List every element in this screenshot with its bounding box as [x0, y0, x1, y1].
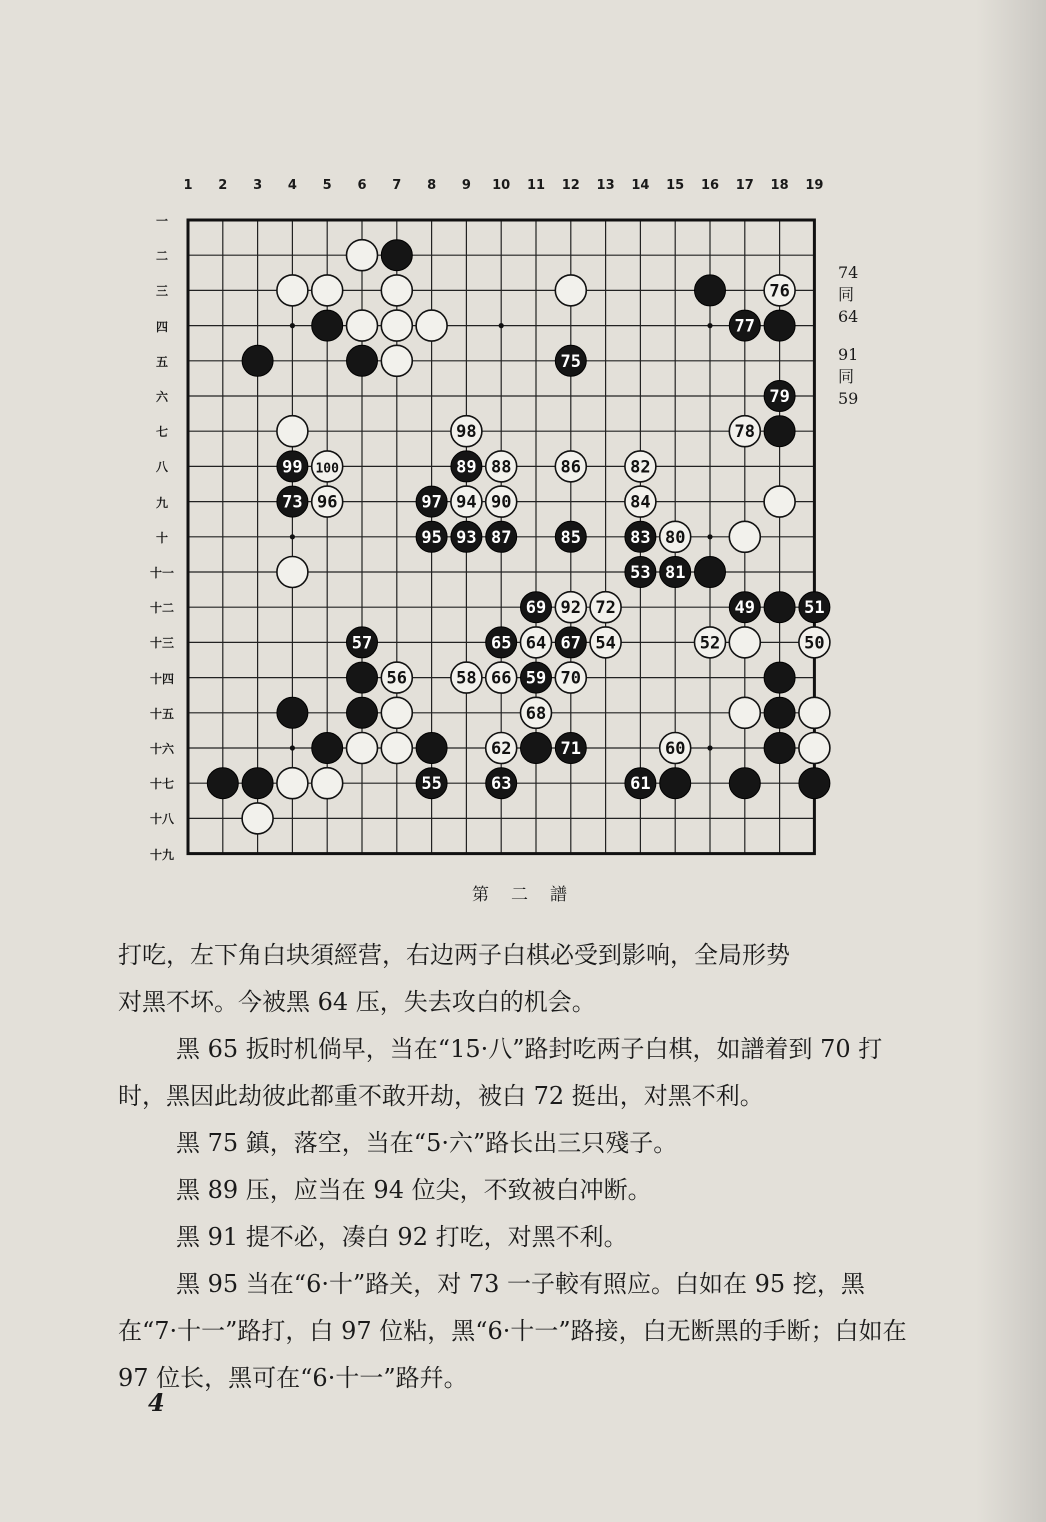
star-point: [707, 745, 712, 750]
side-notes: [838, 262, 878, 410]
diagram-caption: 第二譜: [472, 885, 589, 905]
move-number-label: 92: [560, 598, 582, 619]
row-label: 十七: [150, 777, 175, 792]
black-stone: [764, 733, 795, 764]
commentary-text: [118, 932, 908, 1402]
side-note-line: 59: [838, 389, 859, 408]
column-label: 16: [700, 178, 720, 193]
row-label: 十八: [150, 812, 175, 827]
white-stone: [277, 768, 308, 799]
star-point: [290, 534, 295, 539]
row-label: 十二: [150, 601, 175, 616]
move-number-label: 80: [664, 527, 686, 548]
white-stone: [555, 275, 586, 306]
star-point: [499, 323, 504, 328]
move-number-label: 51: [804, 598, 825, 619]
white-stone: [729, 521, 760, 552]
black-stone: [695, 557, 726, 588]
black-stone: [347, 697, 378, 728]
column-label: 2: [218, 178, 228, 193]
row-label: 二: [155, 249, 168, 264]
row-label: 六: [155, 390, 168, 404]
move-number-label: 84: [630, 492, 651, 513]
white-stone: [277, 416, 308, 447]
column-label: 5: [322, 178, 332, 193]
column-label: 11: [526, 178, 546, 193]
move-number-label: 94: [456, 492, 477, 513]
column-label: 4: [287, 178, 297, 193]
column-label: 12: [561, 178, 580, 193]
black-stone: [764, 310, 795, 341]
move-number-label: 72: [595, 598, 616, 619]
move-number-label: 87: [490, 527, 512, 548]
row-label: 九: [155, 495, 168, 510]
move-number-label: 69: [525, 598, 547, 619]
black-stone: [764, 697, 795, 728]
move-number-label: 86: [560, 457, 582, 478]
row-label: 一: [155, 214, 168, 228]
column-label: 9: [461, 178, 471, 193]
move-number-label: 49: [734, 598, 756, 619]
side-note-line: 91: [838, 345, 859, 364]
black-stone: [207, 768, 238, 799]
move-number-label: 60: [664, 739, 686, 759]
page-number: 4: [148, 1388, 165, 1417]
move-number-label: 63: [490, 774, 512, 795]
white-stone: [416, 310, 447, 341]
column-label: 18: [770, 178, 789, 193]
paragraph: 黑 95 当在“6·十”路关，对 73 一子較有照应。白如在 95 挖，黑在“7·十一”路打，白 97 位粘，黑“6·十一”路接，白无断黑的手断；白如在 97 位长，黑可在“6·十一”路幷。: [118, 1270, 907, 1392]
black-stone: [521, 733, 552, 764]
move-number-label: 90: [490, 492, 512, 513]
move-number-label: 66: [490, 668, 512, 689]
black-stone: [764, 592, 795, 623]
move-number-label: 79: [769, 387, 790, 407]
side-note-line: 64: [838, 307, 859, 326]
side-note-line: 同: [838, 285, 855, 304]
move-number-label: 73: [282, 492, 303, 513]
white-stone: [277, 557, 308, 588]
row-label: 四: [155, 319, 168, 334]
move-number-label: 100: [315, 461, 339, 477]
black-stone: [381, 240, 412, 271]
black-stone: [764, 662, 795, 693]
column-label: 6: [357, 178, 367, 193]
move-number-label: 54: [595, 633, 616, 654]
white-stone: [764, 486, 795, 517]
star-point: [290, 323, 295, 328]
paragraph: 黑 91 提不必，凑白 92 打吃，对黑不利。: [176, 1223, 628, 1251]
column-label: 19: [805, 178, 824, 193]
column-label: 14: [631, 178, 650, 193]
move-number-label: 58: [456, 668, 477, 689]
column-label: 7: [392, 178, 402, 193]
move-number-label: 78: [734, 422, 756, 443]
move-number-label: 68: [525, 703, 547, 724]
black-stone: [347, 662, 378, 693]
row-label: 十: [155, 530, 168, 545]
column-label: 17: [735, 178, 754, 193]
white-stone: [381, 697, 412, 728]
white-stone: [347, 733, 378, 764]
white-stone: [312, 768, 343, 799]
row-label: 十一: [150, 566, 175, 580]
move-number-label: 53: [630, 563, 651, 583]
column-label: 3: [253, 178, 263, 193]
paragraph: 黑 75 鎮，落空，当在“5·六”路长出三只殘子。: [176, 1129, 678, 1157]
row-label: 八: [155, 460, 168, 475]
paragraph: 黑 89 压，应当在 94 位尖，不致被白冲断。: [176, 1176, 652, 1204]
move-number-label: 99: [282, 457, 303, 478]
row-label: 五: [155, 354, 168, 369]
white-stone: [242, 803, 273, 834]
move-number-label: 85: [560, 527, 582, 548]
black-stone: [242, 768, 273, 799]
row-label: 七: [155, 425, 168, 440]
move-number-label: 64: [525, 633, 547, 654]
side-note-line: 同: [838, 367, 855, 386]
row-label: 十九: [150, 847, 175, 862]
white-stone: [381, 733, 412, 764]
black-stone: [799, 768, 830, 799]
column-label: 15: [666, 178, 685, 193]
row-label: 十六: [150, 742, 175, 756]
move-number-label: 93: [456, 527, 477, 548]
row-label: 三: [155, 284, 168, 299]
black-stone: [347, 345, 378, 376]
white-stone: [799, 733, 830, 764]
black-stone: [277, 697, 308, 728]
column-label: 10: [492, 178, 511, 193]
side-note-line: 74: [838, 263, 859, 282]
black-stone: [416, 733, 447, 764]
white-stone: [381, 310, 412, 341]
black-stone: [312, 310, 343, 341]
move-number-label: 62: [490, 739, 512, 759]
white-stone: [347, 240, 378, 271]
white-stone: [729, 627, 760, 658]
paragraph: 打吃，左下角白块須經营，右边两子白棋必受到影响，全局形势: [118, 941, 790, 969]
star-point: [290, 745, 295, 750]
white-stone: [381, 275, 412, 306]
row-label: 十三: [150, 636, 175, 651]
white-stone: [729, 697, 760, 728]
move-number-label: 52: [699, 633, 721, 654]
white-stone: [799, 697, 830, 728]
white-stone: [312, 275, 343, 306]
move-number-label: 83: [630, 527, 651, 548]
move-number-label: 55: [421, 774, 442, 795]
move-number-label: 50: [804, 633, 825, 654]
move-number-label: 95: [421, 527, 442, 548]
column-label: 8: [427, 178, 437, 193]
column-label: 13: [596, 178, 615, 193]
paragraph: 对黑不坏。今被黑 64 压，失去攻白的机会。: [118, 988, 596, 1016]
move-number-label: 75: [560, 351, 582, 372]
white-stone: [347, 310, 378, 341]
move-number-label: 96: [316, 492, 338, 513]
move-number-label: 77: [734, 316, 756, 337]
move-number-label: 59: [525, 668, 547, 689]
white-stone: [381, 345, 412, 376]
black-stone: [729, 768, 760, 799]
black-stone: [242, 345, 273, 376]
move-number-label: 89: [456, 457, 477, 478]
move-number-label: 88: [490, 457, 512, 478]
black-stone: [764, 416, 795, 447]
move-number-label: 61: [630, 774, 651, 795]
move-number-label: 71: [560, 739, 582, 759]
move-number-label: 67: [560, 633, 582, 654]
move-number-label: 65: [490, 633, 512, 654]
white-stone: [277, 275, 308, 306]
star-point: [707, 534, 712, 539]
move-number-label: 97: [421, 492, 442, 513]
paragraph: 黑 65 扳时机倘早，当在“15·八”路封吃两子白棋，如譜着到 70 打时，黑因此劫彼此都重不敢开劫，被白 72 挺出，对黑不利。: [118, 1035, 883, 1110]
move-number-label: 82: [630, 457, 651, 478]
column-label: 1: [183, 178, 193, 193]
move-number-label: 76: [769, 281, 790, 302]
black-stone: [695, 275, 726, 306]
row-label: 十五: [150, 706, 175, 721]
move-number-label: 81: [664, 563, 686, 583]
move-number-label: 70: [560, 668, 582, 689]
star-point: [707, 323, 712, 328]
move-number-label: 56: [386, 668, 408, 689]
black-stone: [660, 768, 691, 799]
black-stone: [312, 733, 343, 764]
move-number-label: 98: [456, 422, 477, 443]
row-label: 十四: [150, 671, 175, 686]
move-number-label: 57: [351, 633, 373, 654]
